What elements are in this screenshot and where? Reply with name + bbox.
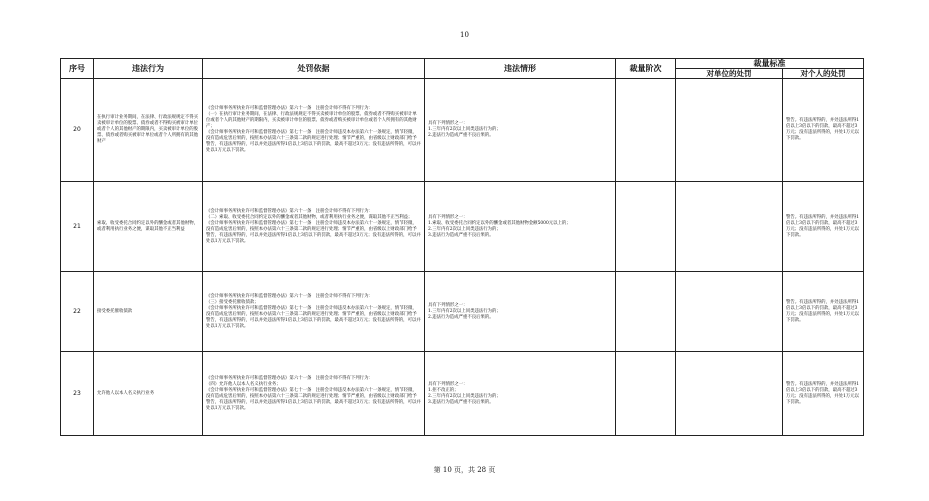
header-person-penalty: 对个人的处罚 xyxy=(783,69,864,79)
table-row xyxy=(61,79,864,182)
row-unit-penalty xyxy=(676,272,783,352)
row-seq: 22 xyxy=(61,272,94,352)
row-seq: 20 xyxy=(61,79,94,182)
circumstance-line: 1.三年内有2次以上同类违法行为的； xyxy=(428,308,501,314)
row-unit-penalty xyxy=(676,79,783,182)
basis-line: 《会计师事务所执业许可和监督管理办法》第六十一条 注册会计师不得有下列行为： xyxy=(206,208,373,214)
header-violation: 违法行为 xyxy=(94,59,203,79)
header-seq: 序号 xyxy=(61,59,94,79)
circumstance-line: 1.三年内有2次以上同类违法行为的； xyxy=(428,127,501,132)
row-level xyxy=(616,272,676,352)
basis-line: 《会计师事务所执业许可和监督管理办法》第七十一条 注册会计师违反本办法第六十一条规定，情节轻微，没有造成危害后果的，按照本办法第六十三条第二款的规定进行处理；情节严重的，由省级以上财政部门给予警告，有违法所得的，可以并处违法所得1倍以上3倍以下的罚款，最高不超过3万元；没有违法所得的，可以并处以1万元以下罚款。 xyxy=(206,130,421,153)
row-basis xyxy=(203,182,425,272)
row-violation: 索取、收受委托合同约定以外的酬金或者其他财物，或者利用执行业务之便，谋取其他不正当利益 xyxy=(94,182,203,272)
header-circumstance: 违法情形 xyxy=(425,59,616,79)
row-circumstance xyxy=(425,272,616,352)
row-circumstance xyxy=(425,79,616,182)
header-level: 裁量阶次 xyxy=(616,59,676,79)
row-violation: 接受委托催收债款 xyxy=(94,272,203,352)
row-person-penalty: 警告。有违法所得的，并处违法所得1倍以上3倍以下的罚款，最高不超过3万元；没有违法所得的，并处1万元以下罚款。 xyxy=(783,352,864,436)
row-unit-penalty xyxy=(676,352,783,436)
basis-line: 《会计师事务所执业许可和监督管理办法》第七十一条 注册会计师违反本办法第六十一条规定，情节轻微，没有造成危害后果的，按照本办法第六十三条第二款的规定进行处理；情节严重的，由省级以上财政部门给予警告，有违法所得的，可以并处违法所得1倍以上3倍以下的罚款，最高不超过3万元；没有违法所得的，可以并处以1万元以下罚款。 xyxy=(206,220,421,244)
circumstance-line: 3.违法行为造成严重不良后果的。 xyxy=(428,232,494,238)
table-row xyxy=(61,272,864,352)
table-row xyxy=(61,182,864,272)
circumstance-line: 1.索取、收受委托合同约定以外的酬金或者其他财物金额5000元以上的； xyxy=(428,220,571,226)
row-seq: 21 xyxy=(61,182,94,272)
row-basis xyxy=(203,272,425,352)
basis-line: （一）在执行审计业务期间，在法律、行政法规规定不得买卖被审计单位的股票、债券或者不得购买被审计单位或者个人的其他财产的期限内，买卖被审计单位的股票、债券或者购买被审计单位或者个人所拥有的其他财产； xyxy=(206,112,417,129)
row-unit-penalty xyxy=(676,182,783,272)
header-standard: 裁量标准 xyxy=(676,59,864,69)
basis-line: 《会计师事务所执业许可和监督管理办法》第六十一条 注册会计师不得有下列行为： xyxy=(206,106,373,111)
basis-line: 《会计师事务所执业许可和监督管理办法》第六十一条 注册会计师不得有下列行为： xyxy=(206,375,373,381)
header-unit-penalty: 对单位的处罚 xyxy=(676,69,783,79)
basis-line: 《会计师事务所执业许可和监督管理办法》第六十一条 注册会计师不得有下列行为： xyxy=(206,293,373,299)
row-basis xyxy=(203,352,425,436)
row-circumstance xyxy=(425,182,616,272)
row-level xyxy=(616,352,676,436)
page-footer: 第 10 页，共 28 页 xyxy=(433,466,496,474)
circumstance-line: 具有下列情形之一： xyxy=(428,302,468,308)
basis-line: （四）允许他人以本人名义执行业务； xyxy=(206,381,281,387)
page-number-top: 10 xyxy=(460,31,469,39)
row-circumstance xyxy=(425,352,616,436)
circumstance-line: 具有下列情形之一： xyxy=(428,214,468,220)
circumstance-line: 2.违法行为造成严重不良后果的。 xyxy=(428,314,494,320)
row-violation: 允许他人以本人名义执行业务 xyxy=(94,352,203,436)
circumstance-line: 2.三年内有2次以上同类违法行为的； xyxy=(428,393,501,399)
row-person-penalty: 警告。有违法所得的，并处违法所得1倍以上3倍以下的罚款，最高不超过3万元；没有违法所得的，并处1万元以下罚款。 xyxy=(783,272,864,352)
basis-line: （三）接受委托催收债款； xyxy=(206,299,259,305)
basis-line: （二）索取、收受委托合同约定以外的酬金或者其他财物，或者利用执行业务之便，谋取其他不正当利益； xyxy=(206,214,413,220)
basis-line: 《会计师事务所执业许可和监督管理办法》第七十一条 注册会计师违反本办法第六十一条规定，情节轻微，没有造成危害后果的，按照本办法第六十三条第二款的规定进行处理；情节严重的，由省级以上财政部门给予警告，有违法所得的，可以并处违法所得1倍以上3倍以下的罚款，最高不超过3万元；没有违法所得的，可以并处以1万元以下罚款。 xyxy=(206,387,421,411)
header-basis: 处罚依据 xyxy=(203,59,425,79)
circumstance-line: 2.三年内有2次以上同类违法行为的； xyxy=(428,226,501,232)
row-violation: 在执行审计业务期间，在法律、行政法规规定不得买卖被审计单位的股票、债券或者不得购买被审计单位或者个人的其他财产的期限内，买卖被审计单位的股票、债券或者购买被审计单位或者个人所拥有的其他财产 xyxy=(94,79,203,182)
row-level xyxy=(616,79,676,182)
penalty-table xyxy=(60,58,864,436)
row-basis xyxy=(203,79,425,182)
basis-line: 《会计师事务所执业许可和监督管理办法》第七十一条 注册会计师违反本办法第六十一条规定，情节轻微，没有造成危害后果的，按照本办法第六十三条第二款的规定进行处理；情节严重的，由省级以上财政部门给予警告，有违法所得的，可以并处违法所得1倍以上3倍以下的罚款，最高不超过3万元；没有违法所得的，可以并处以1万元以下罚款。 xyxy=(206,305,421,329)
row-level xyxy=(616,182,676,272)
row-seq: 23 xyxy=(61,352,94,436)
table-row xyxy=(61,352,864,436)
circumstance-line: 3.违法行为造成严重不良后果的。 xyxy=(428,399,494,405)
circumstance-line: 2.违法行为造成严重不良后果的。 xyxy=(428,133,494,138)
circumstance-line: 具有下列情形之一： xyxy=(428,121,468,126)
row-person-penalty: 警告。有违法所得的，并处违法所得1倍以上3倍以下的罚款，最高不超过3万元；没有违法所得的，并处1万元以下罚款。 xyxy=(783,182,864,272)
circumstance-line: 1.拒不改正的； xyxy=(428,387,459,393)
circumstance-line: 具有下列情形之一： xyxy=(428,381,468,387)
row-person-penalty: 警告。有违法所得的，并处违法所得1倍以上3倍以下的罚款，最高不超过3万元；没有违法所得的，并处1万元以下罚款。 xyxy=(783,79,864,182)
